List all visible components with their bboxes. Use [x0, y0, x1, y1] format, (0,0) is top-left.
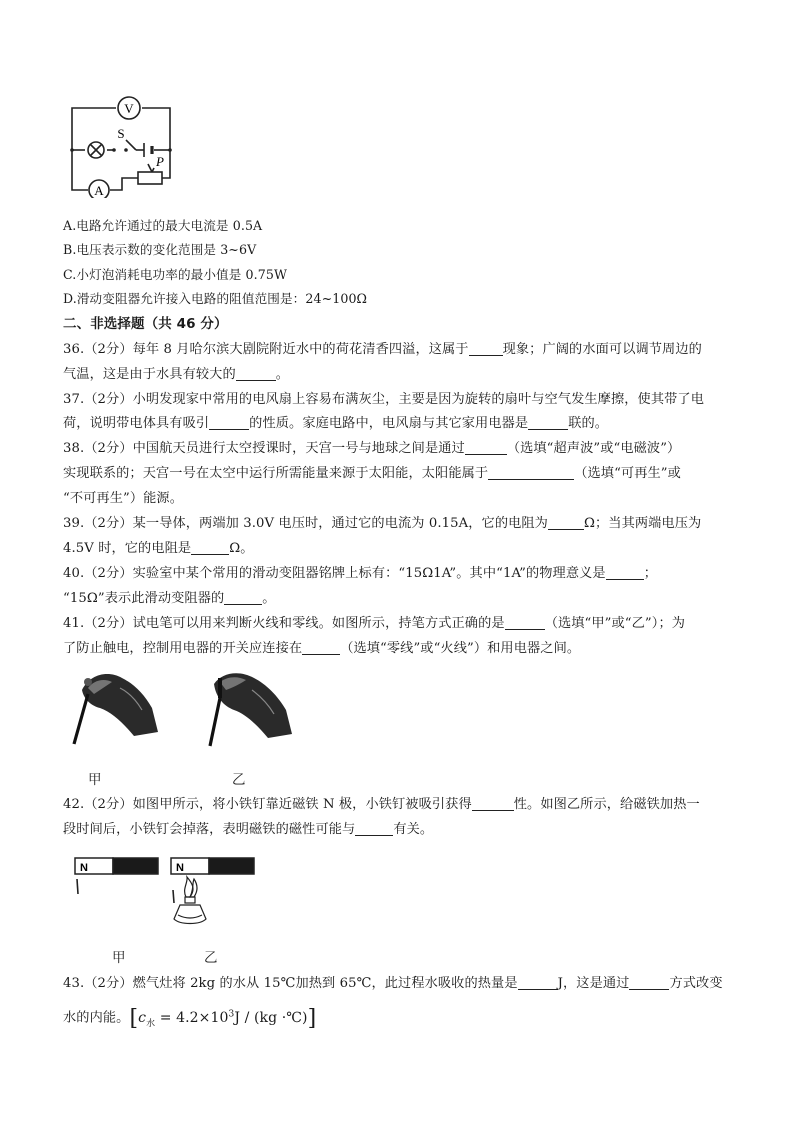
question-42-line-1	[63, 795, 733, 815]
magnet-figure-jia	[74, 857, 160, 897]
q42-text-c: 段时间后，小铁钉会掉落，表明磁铁的磁性可能与	[63, 822, 356, 837]
q43-text-c: 方式改变	[669, 976, 723, 991]
q40-text-d: 。	[262, 591, 276, 606]
q36-text-c: 气温，这是由于水具有较大的	[63, 367, 236, 382]
q38-text-a: 38.（2分）中国航天员进行太空授课时，天宫一号与地球之间是通过	[63, 441, 465, 456]
question-41-line-1	[63, 614, 733, 634]
answer-blank[interactable]	[629, 975, 669, 990]
answer-blank[interactable]	[465, 440, 507, 455]
answer-blank[interactable]	[528, 415, 568, 430]
q41-text-b: （选填“甲”或“乙”）；为	[544, 616, 686, 631]
q43-text-d: 水的内能。	[63, 1010, 130, 1026]
question-43-line-1	[63, 974, 733, 994]
magnet-n-pole-label: N	[80, 862, 88, 874]
formula-bracket-close: ]	[307, 1005, 317, 1031]
q38-text-b: （选填“超声波”或“电磁波”）	[506, 441, 681, 456]
question-38-line-3: “不可再生”）能源。	[63, 491, 183, 506]
q43-text-a: 43.（2分）燃气灶将 2kg 的水从 15℃加热到 65℃，此过程水吸收的热量是	[63, 976, 518, 991]
option-b: B.电压表示数的变化范围是 3~6V	[63, 242, 257, 257]
formula-unit: J / (kg ·℃)	[234, 1009, 308, 1026]
q40-text-b: ；	[643, 566, 657, 581]
q39-text-a: 39.（2分）某一导体，两端加 3.0V 电压时，通过它的电流为 0.15A，它的电阻为	[63, 516, 548, 531]
q36-text-b: 现象；广阔的水面可以调节周边的	[502, 342, 702, 357]
q37-text-c: 联的。	[568, 416, 609, 431]
question-43-line-2	[63, 1004, 733, 1033]
slider-label: P	[156, 154, 164, 169]
answer-blank[interactable]	[355, 821, 393, 836]
q36-text-d: 。	[275, 367, 290, 382]
magnet-n-pole-label: N	[176, 862, 184, 874]
answer-blank[interactable]	[236, 366, 276, 381]
answer-blank[interactable]	[606, 565, 644, 580]
figure-caption-jia: 甲	[112, 950, 126, 966]
answer-blank[interactable]	[191, 540, 229, 555]
answer-blank[interactable]	[209, 415, 249, 430]
magnet-figure-yi	[170, 857, 256, 941]
question-38-line-2	[63, 464, 733, 484]
question-40-line-2	[63, 589, 733, 609]
q40-text-a: 40.（2分）实验室中某个常用的滑动变阻器铭牌上标有：“15Ω1A”。其中“1A”的物理意义是	[63, 566, 606, 581]
answer-blank[interactable]	[472, 796, 514, 811]
q40-text-c: “15Ω”表示此滑动变阻器的	[63, 591, 225, 606]
figure-caption-yi: 乙	[204, 950, 218, 966]
circuit-diagram	[66, 94, 176, 198]
q42-text-d: 有关。	[393, 822, 434, 837]
figure-caption-jia: 甲	[88, 772, 102, 788]
question-36-line-2	[63, 365, 733, 385]
switch-label: S	[117, 126, 125, 141]
section-title: 二、非选择题（共 46 分）	[63, 316, 228, 332]
hand-pen-figure-yi	[200, 668, 296, 752]
option-c: C.小灯泡消耗电功率的最小值是 0.75W	[63, 267, 287, 282]
question-37-line-1: 37.（2分）小明发现家中常用的电风扇上容易布满灰尘，主要是因为旋转的扇叶与空气发生摩擦，使其带了电	[63, 392, 704, 407]
answer-blank[interactable]	[469, 341, 503, 356]
question-37-line-2	[63, 414, 733, 434]
specific-heat-formula	[129, 1005, 317, 1031]
ammeter-label: A	[94, 183, 104, 198]
question-40-line-1	[63, 564, 733, 584]
q42-text-b: 性。如图乙所示，给磁铁加热一	[513, 797, 700, 812]
formula-c: c	[138, 1009, 147, 1026]
figure-caption-yi: 乙	[232, 772, 246, 788]
answer-blank[interactable]	[488, 465, 574, 480]
q37-text-b: 的性质。家庭电路中，电风扇与其它家用电器是	[249, 416, 529, 431]
q38-text-c: 实现联系的；天宫一号在太空中运行所需能量来源于太阳能，太阳能属于	[63, 466, 489, 481]
question-39-line-1	[63, 514, 733, 534]
q43-text-b: J，这是通过	[557, 976, 630, 991]
hand-pen-figure-jia	[64, 668, 160, 752]
q42-text-a: 42.（2分）如图甲所示，将小铁钉靠近磁铁 N 极，小铁钉被吸引获得	[63, 797, 472, 812]
option-a: A.电路允许通过的最大电流是 0.5A	[63, 218, 263, 233]
answer-blank[interactable]	[518, 975, 558, 990]
question-42-line-2	[63, 820, 733, 840]
answer-blank[interactable]	[224, 590, 262, 605]
q39-text-b: Ω；当其两端电压为	[583, 516, 702, 531]
voltmeter-label: V	[124, 101, 134, 116]
q41-text-a: 41.（2分）试电笔可以用来判断火线和零线。如图所示，持笔方式正确的是	[63, 616, 505, 631]
q39-text-c: 4.5V 时，它的电阻是	[63, 541, 192, 556]
answer-blank[interactable]	[302, 640, 340, 655]
q41-text-c: 了防止触电，控制用电器的开关应连接在	[63, 641, 303, 656]
q37-text-a: 荷，说明带电体具有吸引	[63, 416, 210, 431]
formula-exp: 3	[228, 1009, 235, 1019]
formula-bracket-open: [	[129, 1005, 139, 1031]
question-38-line-1	[63, 439, 733, 459]
question-41-line-2	[63, 639, 733, 659]
q41-text-d: （选填“零线”或“火线”）和用电器之间。	[340, 641, 581, 656]
q39-text-d: Ω。	[229, 541, 254, 556]
answer-blank[interactable]	[548, 515, 584, 530]
option-d: D.滑动变阻器允许接入电路的阻值范围是：24~100Ω	[63, 291, 368, 306]
q36-text-a: 36.（2分）每年 8 月哈尔滨大剧院附近水中的荷花清香四溢，这属于	[63, 342, 469, 357]
formula-value: = 4.2×10	[155, 1009, 229, 1026]
q38-text-d: （选填“可再生”或	[574, 466, 681, 481]
question-39-line-2	[63, 539, 733, 559]
formula-sub: 水	[146, 1018, 156, 1029]
question-36-line-1	[63, 340, 733, 360]
answer-blank[interactable]	[505, 615, 545, 630]
alcohol-lamp-icon	[174, 877, 206, 924]
